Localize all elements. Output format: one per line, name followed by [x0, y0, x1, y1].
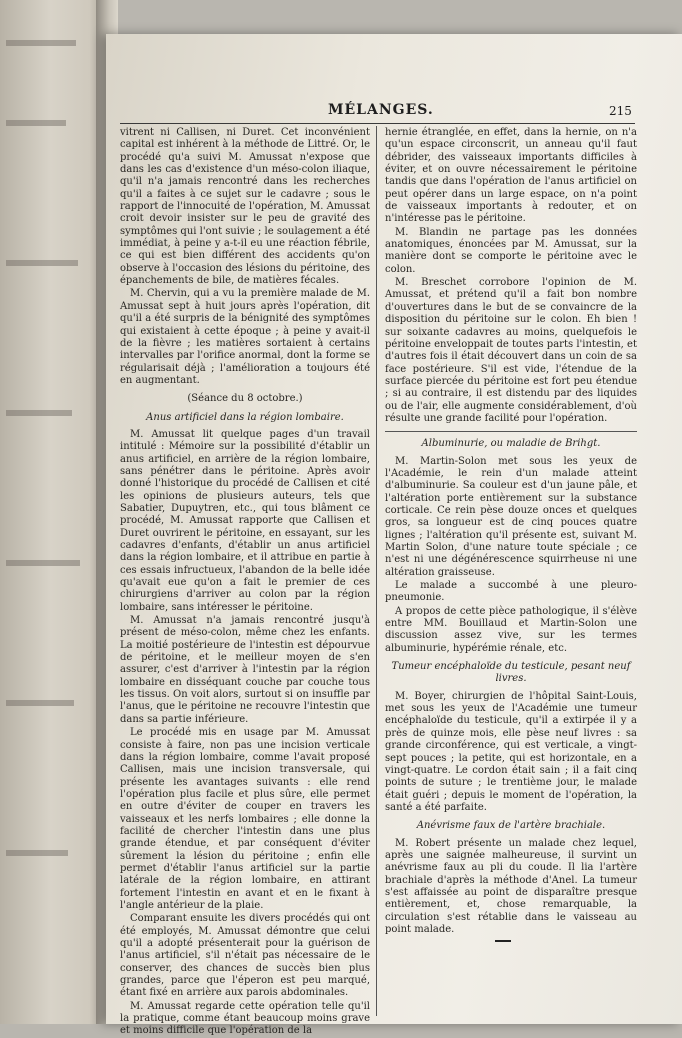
paragraph: M. Blandin ne partage pas les données anatomiques, énoncées par M. Amussat, sur la manière dont se comporte le péritoine avec le colon. [385, 226, 637, 275]
paragraph: M. Chervin, qui a vu la première malade de M. Amussat sept à huit jours après l'opération, dit qu'il a été surpris de la bénignité des symptômes qui existaient à cette époque ; à peine y avait-il de la fièvre ; les matières sortaient à certains intervalles par l'orifice anormal, dont la forme se régularisait déjà ; l'amélioration a toujours été en augmentant. [120, 288, 370, 386]
page-title: MÉLANGES. [328, 102, 434, 118]
paragraph: Comparant ensuite les divers procédés qui ont été employés, M. Amussat démontre que celui qu'il a adopté présenterait pour la guérison de l'anus artificiel, s'il n'était pas nécessaire de le conserver, des chances de succès bien plus grandes, parce que l'éperon est peu marqué, étant fixé en arrière aux parois abdominales. [120, 913, 370, 999]
paragraph: Le malade a succombé à une pleuro-pneumonie. [385, 580, 637, 604]
paragraph: vitrent ni Callisen, ni Duret. Cet inconvénient capital est inhérent à la méthode de Littré. Or, le procédé qu'a suivi M. Amussat n'expose que dans les cas d'existence d'un méso-colon iliaque, qu'il n'a jamais rencontré dans les recherches qu'il a faites à ce sujet sur le cadavre ; sous le rapport de l'innocuité de l'opération, M. Amussat croit devoir insister sur le peu de gravité des symptômes qui l'ont suivie ; le soulagement a été immédiat, à peine y a-t-il eu une réaction fébrile, ce qui est bien différent des accidents qu'on observe à l'occasion des lésions du péritoine, des épanchements de bile, de matières fécales. [120, 127, 370, 287]
paragraph: M. Amussat n'a jamais rencontré jusqu'à présent de méso-colon, même chez les enfants. La moitié postérieure de l'intestin est dépourvue de péritoine, et le meilleur moyen de s'en assurer, c'est d'arriver à l'intestin par la région lombaire en disséquant couche par couche tous les tissus. On voit alors, surtout si on insuffle par l'anus, que le péritoine ne recouvre l'intestin que dans sa partie inférieure. [120, 615, 370, 725]
session-date: (Séance du 8 octobre.) [187, 393, 303, 405]
paragraph: M. Amussat regarde cette opération telle qu'il la pratique, comme étant beaucoup moins grave et moins difficile que l'opération de la [120, 1000, 370, 1037]
paragraph: M. Amussat lit quelque pages d'un travail intitulé : Mémoire sur la possibilité d'établir un anus artificiel, en arrière de la région lombaire, sans pénétrer dans le péritoine. Après avoir donné l'historique du procédé de Callisen et cité les opinions de plusieurs auteurs, tels que Sabatier, Dupuytren, etc., qui tous blâment ce procédé, M. Amussat rapporte que Callisen et Duret ouvrirent le péritoine, en essayant, sur les cadavres d'enfants, d'établir un anus artificiel dans la région lombaire, et il attribue en partie à ces essais infructueux, l'abandon de la belle idée qu'avait eue qu'on a fait le premier de ces chirurgiens d'arriver au colon par la région lombaire, sans intéresser le péritoine. [120, 428, 370, 613]
section-heading: Anus artificiel dans la région lombaire. [146, 411, 344, 423]
section-heading: Anévrisme faux de l'artère brachiale. [416, 820, 606, 832]
section-rule [385, 431, 637, 432]
page-number: 215 [609, 104, 632, 118]
paragraph: Le procédé mis en usage par M. Amussat consiste à faire, non pas une incision verticale dans la région lombaire, comme l'avait proposé Callisen, mais une incision transversale, qui présente les avantages suivants : elle rend l'opération plus facile et plus sûre, elle permet en outre d'éviter de couper en travers les vaisseaux et les nerfs lombaires ; elle donne la facilité de chercher l'intestin dans une plus grande étendue, et par conséquent d'éviter sûrement la lésion du péritoine ; enfin elle permet d'établir l'anus artificiel sur la partie latérale de la région lombaire, en attirant fortement l'intestin en avant et en le fixant à l'angle antérieur de la plaie. [120, 727, 370, 911]
paragraph: M. Martin-Solon met sous les yeux de l'Académie, le rein d'un malade atteint d'albuminurie. Sa couleur est d'un jaune pâle, et l'altération porte entièrement sur la substance corticale. Ce rein pèse douze onces et quelques gros, sa longueur est de cinq pouces quatre lignes ; l'altération qu'il présente est, suivant M. Martin Solon, d'une nature toute spéciale ; ce n'est ni une dégénérescence squirrheuse ni une altération graisseuse. [385, 455, 637, 578]
section-heading: Tumeur encéphaloïde du testicule, pesant neuf livres. [391, 661, 631, 685]
paragraph: M. Breschet corrobore l'opinion de M. Amussat, et prétend qu'il a fait bon nombre d'ouvertures dans le but de se convaincre de la disposition du péritoine sur le colon. Eh bien ! sur soixante cadavres au moins, quelquefois le péritoine enveloppait de toutes parts l'intestin, et d'autres fois il était découvert dans un coin de sa face postérieure. S'il est vide, l'étendue de la surface piercée du péritoine est fort peu étendue ; si au contraire, il est distendu par des liquides ou de l'air, elle augmente considérablement, d'où résulte une grande facilité pour l'opération. [385, 277, 637, 424]
header-rule [120, 123, 635, 124]
section-heading: Albuminurie, ou maladie de Brihgt. [421, 438, 601, 450]
left-column [120, 127, 370, 1037]
column-divider [376, 126, 377, 1016]
paragraph: A propos de cette pièce pathologique, il s'élève entre MM. Bouillaud et Martin-Solon une discussion assez vive, sur les termes albuminurie, hypérémie rénale, etc. [385, 605, 637, 654]
paragraph: M. Boyer, chirurgien de l'hôpital Saint-Louis, met sous les yeux de l'Académie une tumeur encéphaloïde du testicule, qu'il a extirpée il y a près de quinze mois, elle pèse neuf livres : sa grande circonférence, qui est verticale, a vingt-sept pouces ; la petite, qui est horizontale, en a vingt-quatre. Le cordon était sain ; il a fait cinq points de suture ; le trentième jour, le malade était guéri ; depuis le moment de l'opération, la santé a été parfaite. [385, 690, 637, 813]
running-header [106, 102, 682, 122]
book-page [106, 34, 682, 1037]
end-mark [495, 940, 511, 942]
paragraph: hernie étranglée, en effet, dans la hernie, on n'a qu'un espace circonscrit, un anneau qu'il faut débrider, des vaisseaux importants difficiles à éviter, et on ouvre nécessairement le péritoine tandis que dans l'opération de l'anus artificiel on peut opérer dans un large espace, on n'a point de vaisseaux importants à redouter, et on n'intéresse pas le péritoine. [385, 127, 637, 225]
paragraph: M. Robert présente un malade chez lequel, après une saignée malheureuse, il survint un anévrisme faux au pli du coude. Il lia l'artère brachiale d'après la méthode d'Anel. La tumeur s'est affaissée au point de disparaître presque entièrement, et, chose remarquable, la circulation s'est rétablie dans le vaisseau au point malade. [385, 837, 637, 935]
right-column [385, 127, 637, 935]
